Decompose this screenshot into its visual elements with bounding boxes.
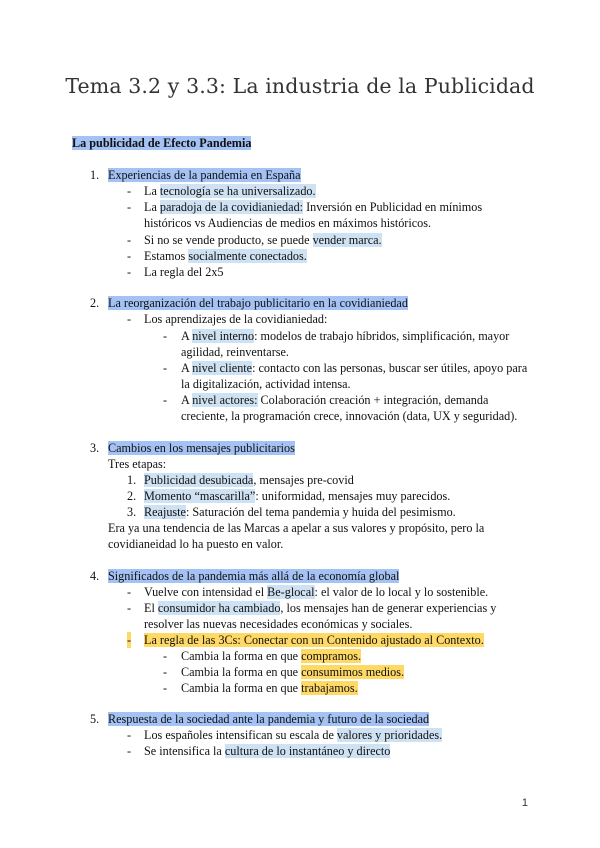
list-item-continuation: resolver las nuevas necesidades económicas y sociales. xyxy=(144,617,413,631)
list-number: 1. xyxy=(127,473,137,487)
bullet-dash: - xyxy=(163,681,168,695)
list-item: Cambia la forma en que compramos. xyxy=(181,649,362,663)
section-number: 1. xyxy=(90,168,100,182)
bullet-dash: - xyxy=(127,601,132,615)
list-item: El consumidor ha cambiado, los mensajes han de generar experiencias y xyxy=(144,601,497,615)
bullet-dash: - xyxy=(163,329,168,343)
section-heading: La reorganización del trabajo publicitario en la covidianiedad xyxy=(108,296,408,310)
bullet-dash: - xyxy=(127,728,132,742)
list-item: Estamos socialmente conectados. xyxy=(144,249,307,263)
list-item: A nivel interno: modelos de trabajo híbridos, simplificación, mayor xyxy=(181,329,510,343)
paragraph-continuation: covidianeidad lo ha puesto en valor. xyxy=(108,537,284,551)
list-item: Publicidad desubicada, mensajes pre-covid xyxy=(144,473,354,487)
list-item-continuation: agilidad, reinventarse. xyxy=(181,345,289,359)
section-heading: Respuesta de la sociedad ante la pandemia y futuro de la sociedad xyxy=(108,712,430,726)
list-item: A nivel cliente: contacto con las personas, buscar ser útiles, apoyo para xyxy=(181,361,528,375)
doc-subtitle: La publicidad de Efecto Pandemia xyxy=(72,136,252,150)
bullet-dash: - xyxy=(163,649,168,663)
list-item: Los aprendizajes de la covidianiedad: xyxy=(144,312,328,326)
list-number: 2. xyxy=(127,489,137,503)
list-item-continuation: la digitalización, actividad intensa. xyxy=(181,377,351,391)
list-item-continuation: creciente, la programación crece, innovación (data, UX y seguridad). xyxy=(181,409,518,423)
list-item: La tecnología se ha universalizado. xyxy=(144,184,316,198)
list-item: Momento “mascarilla”: uniformidad, mensajes muy parecidos. xyxy=(144,489,451,503)
bullet-dash: - xyxy=(127,265,132,279)
paragraph: Tres etapas: xyxy=(108,457,167,471)
list-item: La regla de las 3Cs: Conectar con un Contenido ajustado al Contexto. xyxy=(144,633,484,647)
list-number: 3. xyxy=(127,505,137,519)
list-item: Los españoles intensifican su escala de valores y prioridades. xyxy=(144,728,443,742)
list-item: Cambia la forma en que trabajamos. xyxy=(181,681,358,695)
list-item: Si no se vende producto, se puede vender marca. xyxy=(144,233,382,247)
paragraph: Era ya una tendencia de las Marcas a apelar a sus valores y propósito, pero la xyxy=(108,521,485,535)
bullet-dash: - xyxy=(127,744,132,758)
list-item: La regla del 2x5 xyxy=(144,265,224,279)
list-item: La paradoja de la covidianiedad: Inversión en Publicidad en mínimos xyxy=(144,200,483,214)
list-item: Vuelve con intensidad el Be-glocal: el valor de lo local y lo sostenible. xyxy=(144,585,489,599)
bullet-dash: - xyxy=(127,585,132,599)
bullet-dash: - xyxy=(163,361,168,375)
bullet-dash: - xyxy=(127,184,132,198)
section-heading: Cambios en los mensajes publicitarios xyxy=(108,441,295,455)
section-number: 2. xyxy=(90,296,100,310)
bullet-dash: - xyxy=(127,249,132,263)
bullet-dash: - xyxy=(163,665,168,679)
page-number: 1 xyxy=(521,797,528,809)
list-item: Cambia la forma en que consumimos medios. xyxy=(181,665,405,679)
section-number: 3. xyxy=(90,441,100,455)
bullet-dash: - xyxy=(127,200,132,214)
section-number: 5. xyxy=(90,712,100,726)
list-item: A nivel actores: Colaboración creación + integración, demanda xyxy=(181,393,489,407)
list-item: Se intensifica la cultura de lo instantáneo y directo xyxy=(144,744,391,758)
section-heading: Experiencias de la pandemia en España xyxy=(108,168,301,182)
bullet-dash: - xyxy=(127,233,132,247)
bullet-dash: - xyxy=(163,393,168,407)
bullet-dash: - xyxy=(127,633,132,647)
section-heading: Significados de la pandemia más allá de la economía global xyxy=(108,569,400,583)
list-item-continuation: históricos vs Audiencias de medios en máximos históricos. xyxy=(144,216,432,230)
page-title: Tema 3.2 y 3.3: La industria de la Publicidad xyxy=(65,74,535,98)
list-item: Reajuste: Saturación del tema pandemia y huida del pesimismo. xyxy=(144,505,456,519)
section-number: 4. xyxy=(90,569,100,583)
bullet-dash: - xyxy=(127,312,132,326)
